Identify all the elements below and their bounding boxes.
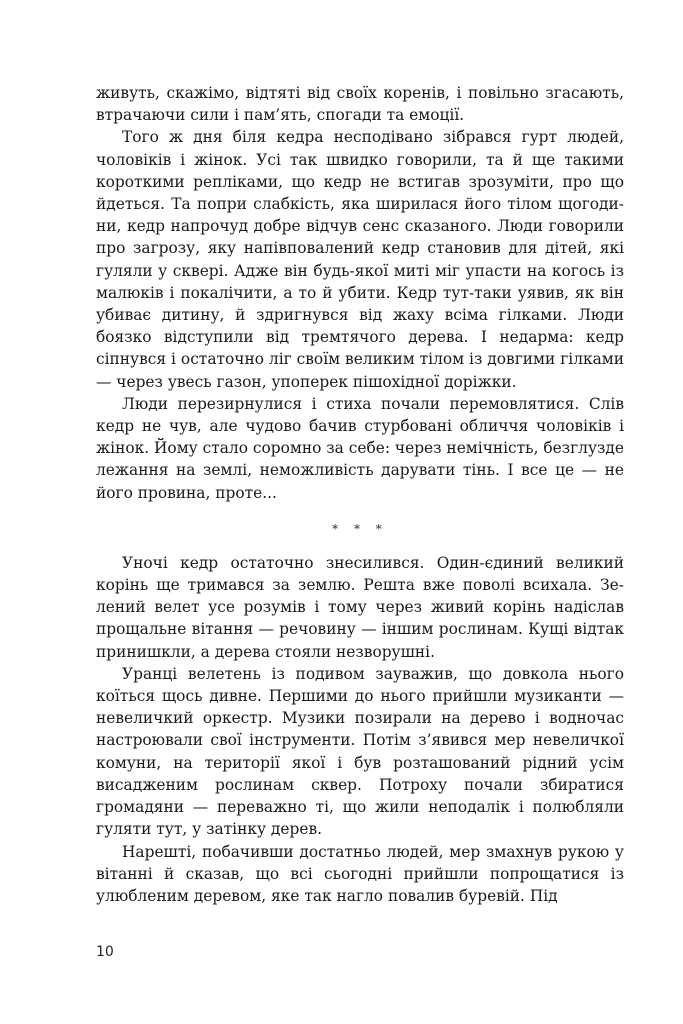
- paragraph-people-gather: Того ж дня біля кедра несподівано зібрався гурт людей, чоловіків і жінок. Усі так швидко говорили, та й ще такими короткими репліками, що кедр не встигав зрозуміти, про що йдеться. Та попри слабкість, яка ширилася його тілом щогодини, кедр напрочуд добре відчув сенс сказаного. Люди говорили про загрозу, яку напівповалений кедр становив для дітей, які гуляли у сквері. Адже він будь-якої миті міг упасти на когось із малюків і покалічити, а то й убити. Кедр тут-таки уявив, як він убиває дитину, й здригнувся від жаху всіма гілками. Люди боязко відступили від тремтячого дерева. І недарма: кедр сіпнувся і остаточно ліг своїм великим тілом із довгими гілками — через увесь газон, упоперек пішохідної доріжки.: [96, 128, 624, 391]
- page-body: [96, 82, 624, 907]
- section-separator: * * *: [332, 521, 388, 536]
- page-number: 10: [96, 944, 114, 960]
- paragraph-mayor: Нарешті, побачивши достатньо людей, мер змахнув рукою у вітанні й сказав, що всі сьогодні прийшли попрощатися із улюбленим деревом, яке так нагло повалив буревій. Під: [96, 842, 624, 905]
- paragraph-people-whisper: Люди перезирнулися і стиха почали перемовлятися. Слів кедр не чув, але чудово бачив стурбовані обличчя чоловіків і жінок. Йому стало соромно за себе: через немічність, безглузде лежання на землі, неможливість дарувати тінь. І все це — не його провина, проте...: [96, 394, 624, 502]
- paragraph-morning: Уранці велетень із подивом зауважив, що довкола нього коїться щось дивне. Першими до нього прийшли музиканти — невеличкий оркестр. Музики позирали на дерево і водночас настроювали свої інструменти. Потім з’явився мер невеличкої комуни, на території якої і був розташований рідний усім висадженим рослинам сквер. Потроху почали збиратися громадяни — переважно ті, що жили неподалік і полюбляли гуляти тут, у затінку дерев.: [96, 664, 624, 839]
- paragraph-continuation: живуть, скажімо, відтяті від своїх коренів, і повільно згасають, втрачаючи сили і пам’ять, спогади та емоції.: [96, 84, 624, 125]
- paragraph-night: Уночі кедр остаточно знесилився. Один-єдиний великий корінь ще тримався за землю. Решта вже поволі всихала. Зелений велет усе розумів і тому через живий корінь надіслав прощальне вітання — речовину — іншим рослинам. Кущі відтак принишкли, а дерева стояли незворушні.: [96, 553, 624, 661]
